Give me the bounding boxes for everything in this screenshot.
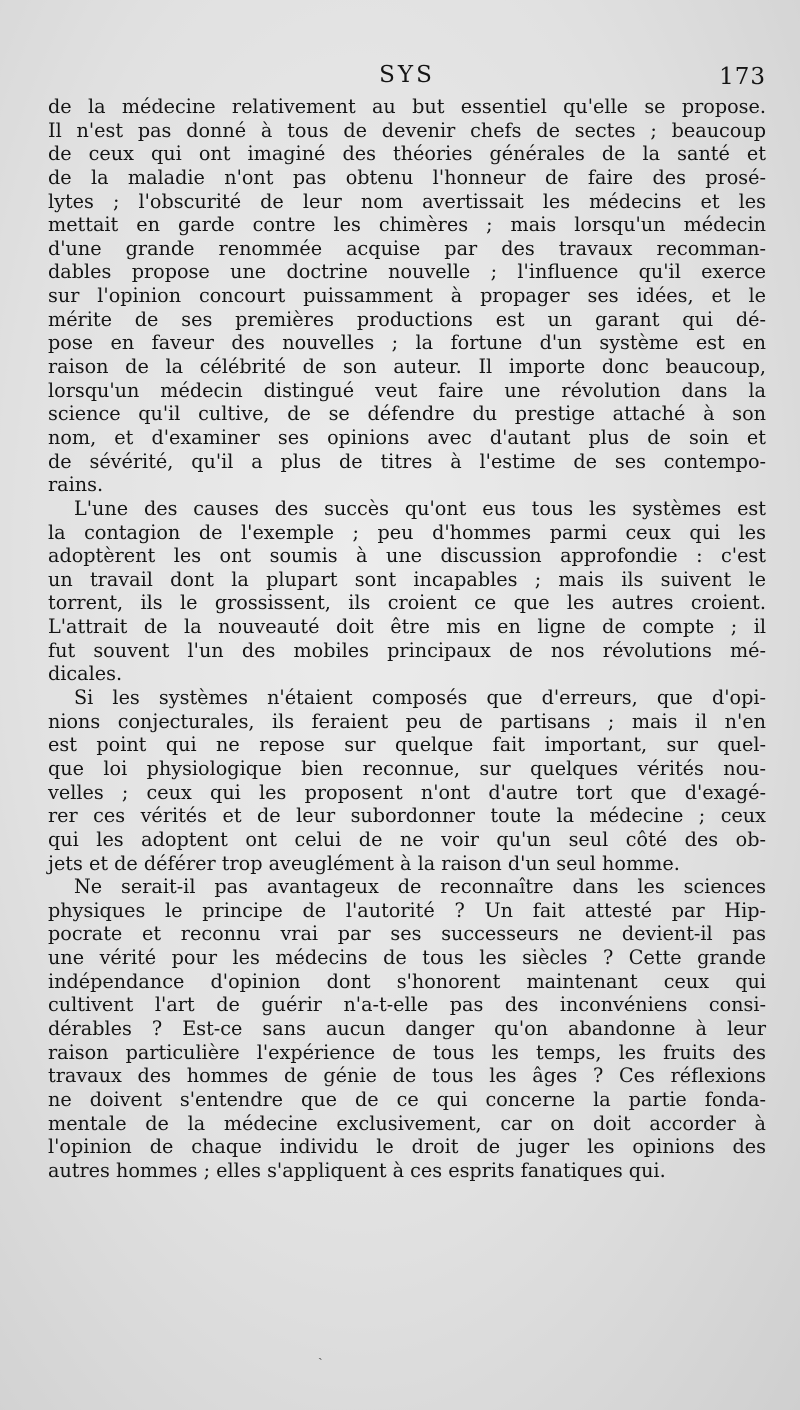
text-line: l'opinion de chaque individu le droit de juger les opinions des	[48, 1135, 766, 1159]
text-line: mérite de ses premières productions est un garant qui dé-	[48, 307, 766, 331]
text-line: raison de la célébrité de son auteur. Il importe donc beaucoup,	[48, 355, 766, 379]
text-line: ne doivent s'entendre que de ce qui concerne la partie fonda-	[48, 1087, 766, 1111]
text-line: de la maladie n'ont pas obtenu l'honneur de faire des prosé-	[48, 165, 766, 189]
text-line: dérables ? Est-ce sans aucun danger qu'on abandonne à leur	[48, 1016, 766, 1040]
text-line: qui les adoptent ont celui de ne voir qu'un seul côté des ob-	[48, 827, 766, 851]
body-text	[48, 95, 766, 1182]
text-line: nom, et d'examiner ses opinions avec d'autant plus de soin et	[48, 425, 766, 449]
paragraph	[48, 95, 766, 497]
text-line: un travail dont la plupart sont incapables ; mais ils suivent le	[48, 567, 766, 591]
text-line: une vérité pour les médecins de tous les siècles ? Cette grande	[48, 946, 766, 970]
text-line: autres hommes ; elles s'appliquent à ces esprits fanatiques qui.	[48, 1158, 666, 1182]
text-line: d'une grande renommée acquise par des travaux recomman-	[48, 236, 766, 260]
text-line: L'une des causes des succès qu'ont eus tous les systèmes est	[74, 496, 766, 520]
text-line: Ne serait-il pas avantageux de reconnaître dans les sciences	[74, 875, 766, 899]
text-line: physiques le principe de l'autorité ? Un fait attesté par Hip-	[48, 898, 766, 922]
text-line: Si les systèmes n'étaient composés que d'erreurs, que d'opi-	[74, 686, 766, 710]
text-line: dables propose une doctrine nouvelle ; l'influence qu'il exerce	[48, 260, 766, 284]
page-number: 173	[719, 64, 766, 90]
text-line: nions conjecturales, ils feraient peu de partisans ; mais il n'en	[48, 709, 766, 733]
text-line: torrent, ils le grossissent, ils croient ce que les autres croient.	[48, 591, 766, 615]
text-line: fut souvent l'un des mobiles principaux de nos révolutions mé-	[48, 638, 766, 662]
text-line: L'attrait de la nouveauté doit être mis en ligne de compte ; il	[48, 615, 766, 639]
text-line: est point qui ne repose sur quelque fait important, sur quel-	[48, 733, 766, 757]
text-line: cultivent l'art de guérir n'a-t-elle pas des inconvéniens consi-	[48, 993, 766, 1017]
text-line: dicales.	[48, 662, 123, 686]
text-line: velles ; ceux qui les proposent n'ont d'autre tort que d'exagé-	[48, 780, 766, 804]
text-line: jets et de déférer trop aveuglément à la raison d'un seul homme.	[48, 851, 680, 875]
text-line: lorsqu'un médecin distingué veut faire une révolution dans la	[48, 378, 766, 402]
paragraph	[48, 686, 766, 875]
text-line: que loi physiologique bien reconnue, sur quelques vérités nou-	[48, 756, 766, 780]
running-head	[48, 60, 766, 94]
paragraph	[48, 497, 766, 686]
text-line: raison particulière l'expérience de tous les temps, les fruits des	[48, 1040, 766, 1064]
text-line: travaux des hommes de génie de tous les âges ? Ces réflexions	[48, 1064, 766, 1088]
text-line: mentale de la médecine exclusivement, car on doit accorder à	[48, 1111, 766, 1135]
text-line: pocrate et reconnu vrai par ses successeurs ne devient-il pas	[48, 922, 766, 946]
text-line: rains.	[48, 473, 104, 497]
text-line: Il n'est pas donné à tous de devenir chefs de sectes ; beaucoup	[48, 118, 766, 142]
text-line: indépendance d'opinion dont s'honorent maintenant ceux qui	[48, 969, 766, 993]
text-line: rer ces vérités et de leur subordonner toute la médecine ; ceux	[48, 804, 766, 828]
running-head-title: SYS	[379, 62, 435, 88]
text-line: de la médecine relativement au but essentiel qu'elle se propose.	[48, 95, 766, 118]
text-line: de sévérité, qu'il a plus de titres à l'estime de ses contempo-	[48, 449, 766, 473]
ink-speck: ˎ	[318, 1345, 323, 1361]
text-line: adoptèrent les ont soumis à une discussion approfondie : c'est	[48, 544, 766, 568]
text-line: science qu'il cultive, de se défendre du prestige attaché à son	[48, 402, 766, 426]
paragraph	[48, 875, 766, 1182]
text-line: sur l'opinion concourt puissamment à propager ses idées, et le	[48, 284, 766, 308]
text-line: pose en faveur des nouvelles ; la fortune d'un système est en	[48, 331, 766, 355]
text-line: lytes ; l'obscurité de leur nom avertissait les médecins et les	[48, 189, 766, 213]
text-line: la contagion de l'exemple ; peu d'hommes parmi ceux qui les	[48, 520, 766, 544]
text-line: de ceux qui ont imaginé des théories générales de la santé et	[48, 142, 766, 166]
text-line: mettait en garde contre les chimères ; mais lorsqu'un médecin	[48, 213, 766, 237]
